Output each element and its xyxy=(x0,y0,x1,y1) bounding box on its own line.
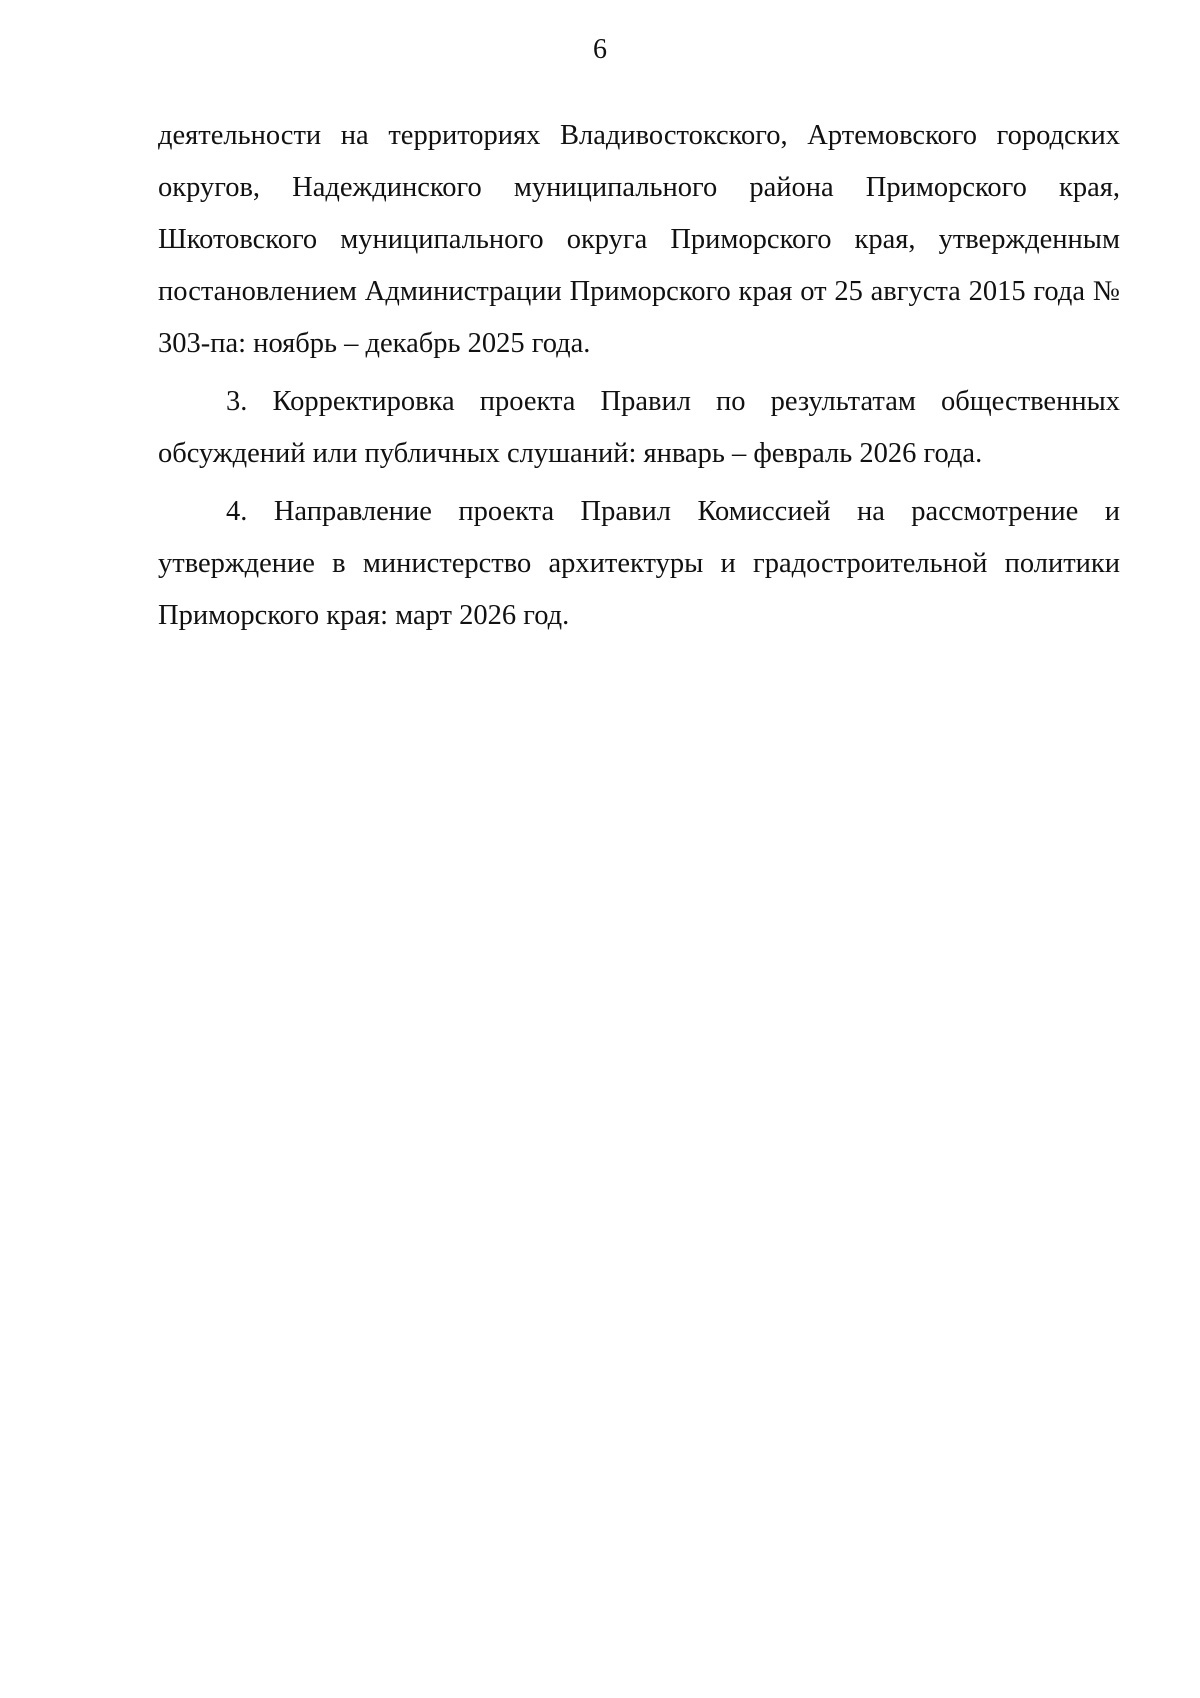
document-body xyxy=(158,110,1120,642)
paragraph-item-4: 4. Направление проекта Правил Комиссией на рассмотрение и утверждение в министерство архитектуры и градостроительной политики Приморского края: март 2026 год. xyxy=(158,496,1120,631)
paragraph-item-3: 3. Корректировка проекта Правил по результатам общественных обсуждений или публичных слушаний: январь – февраль 2026 года. xyxy=(158,386,1120,469)
paragraph-continuation: деятельности на территориях Владивостокского, Артемовского городских округов, Надеждинского муниципального района Приморского края, Шкотовского муниципального округа Приморского края, утвержденным постановлением Администрации Приморского края от 25 августа 2015 года № 303-па: ноябрь – декабрь 2025 года. xyxy=(158,120,1120,359)
page-number: 6 xyxy=(593,34,607,65)
